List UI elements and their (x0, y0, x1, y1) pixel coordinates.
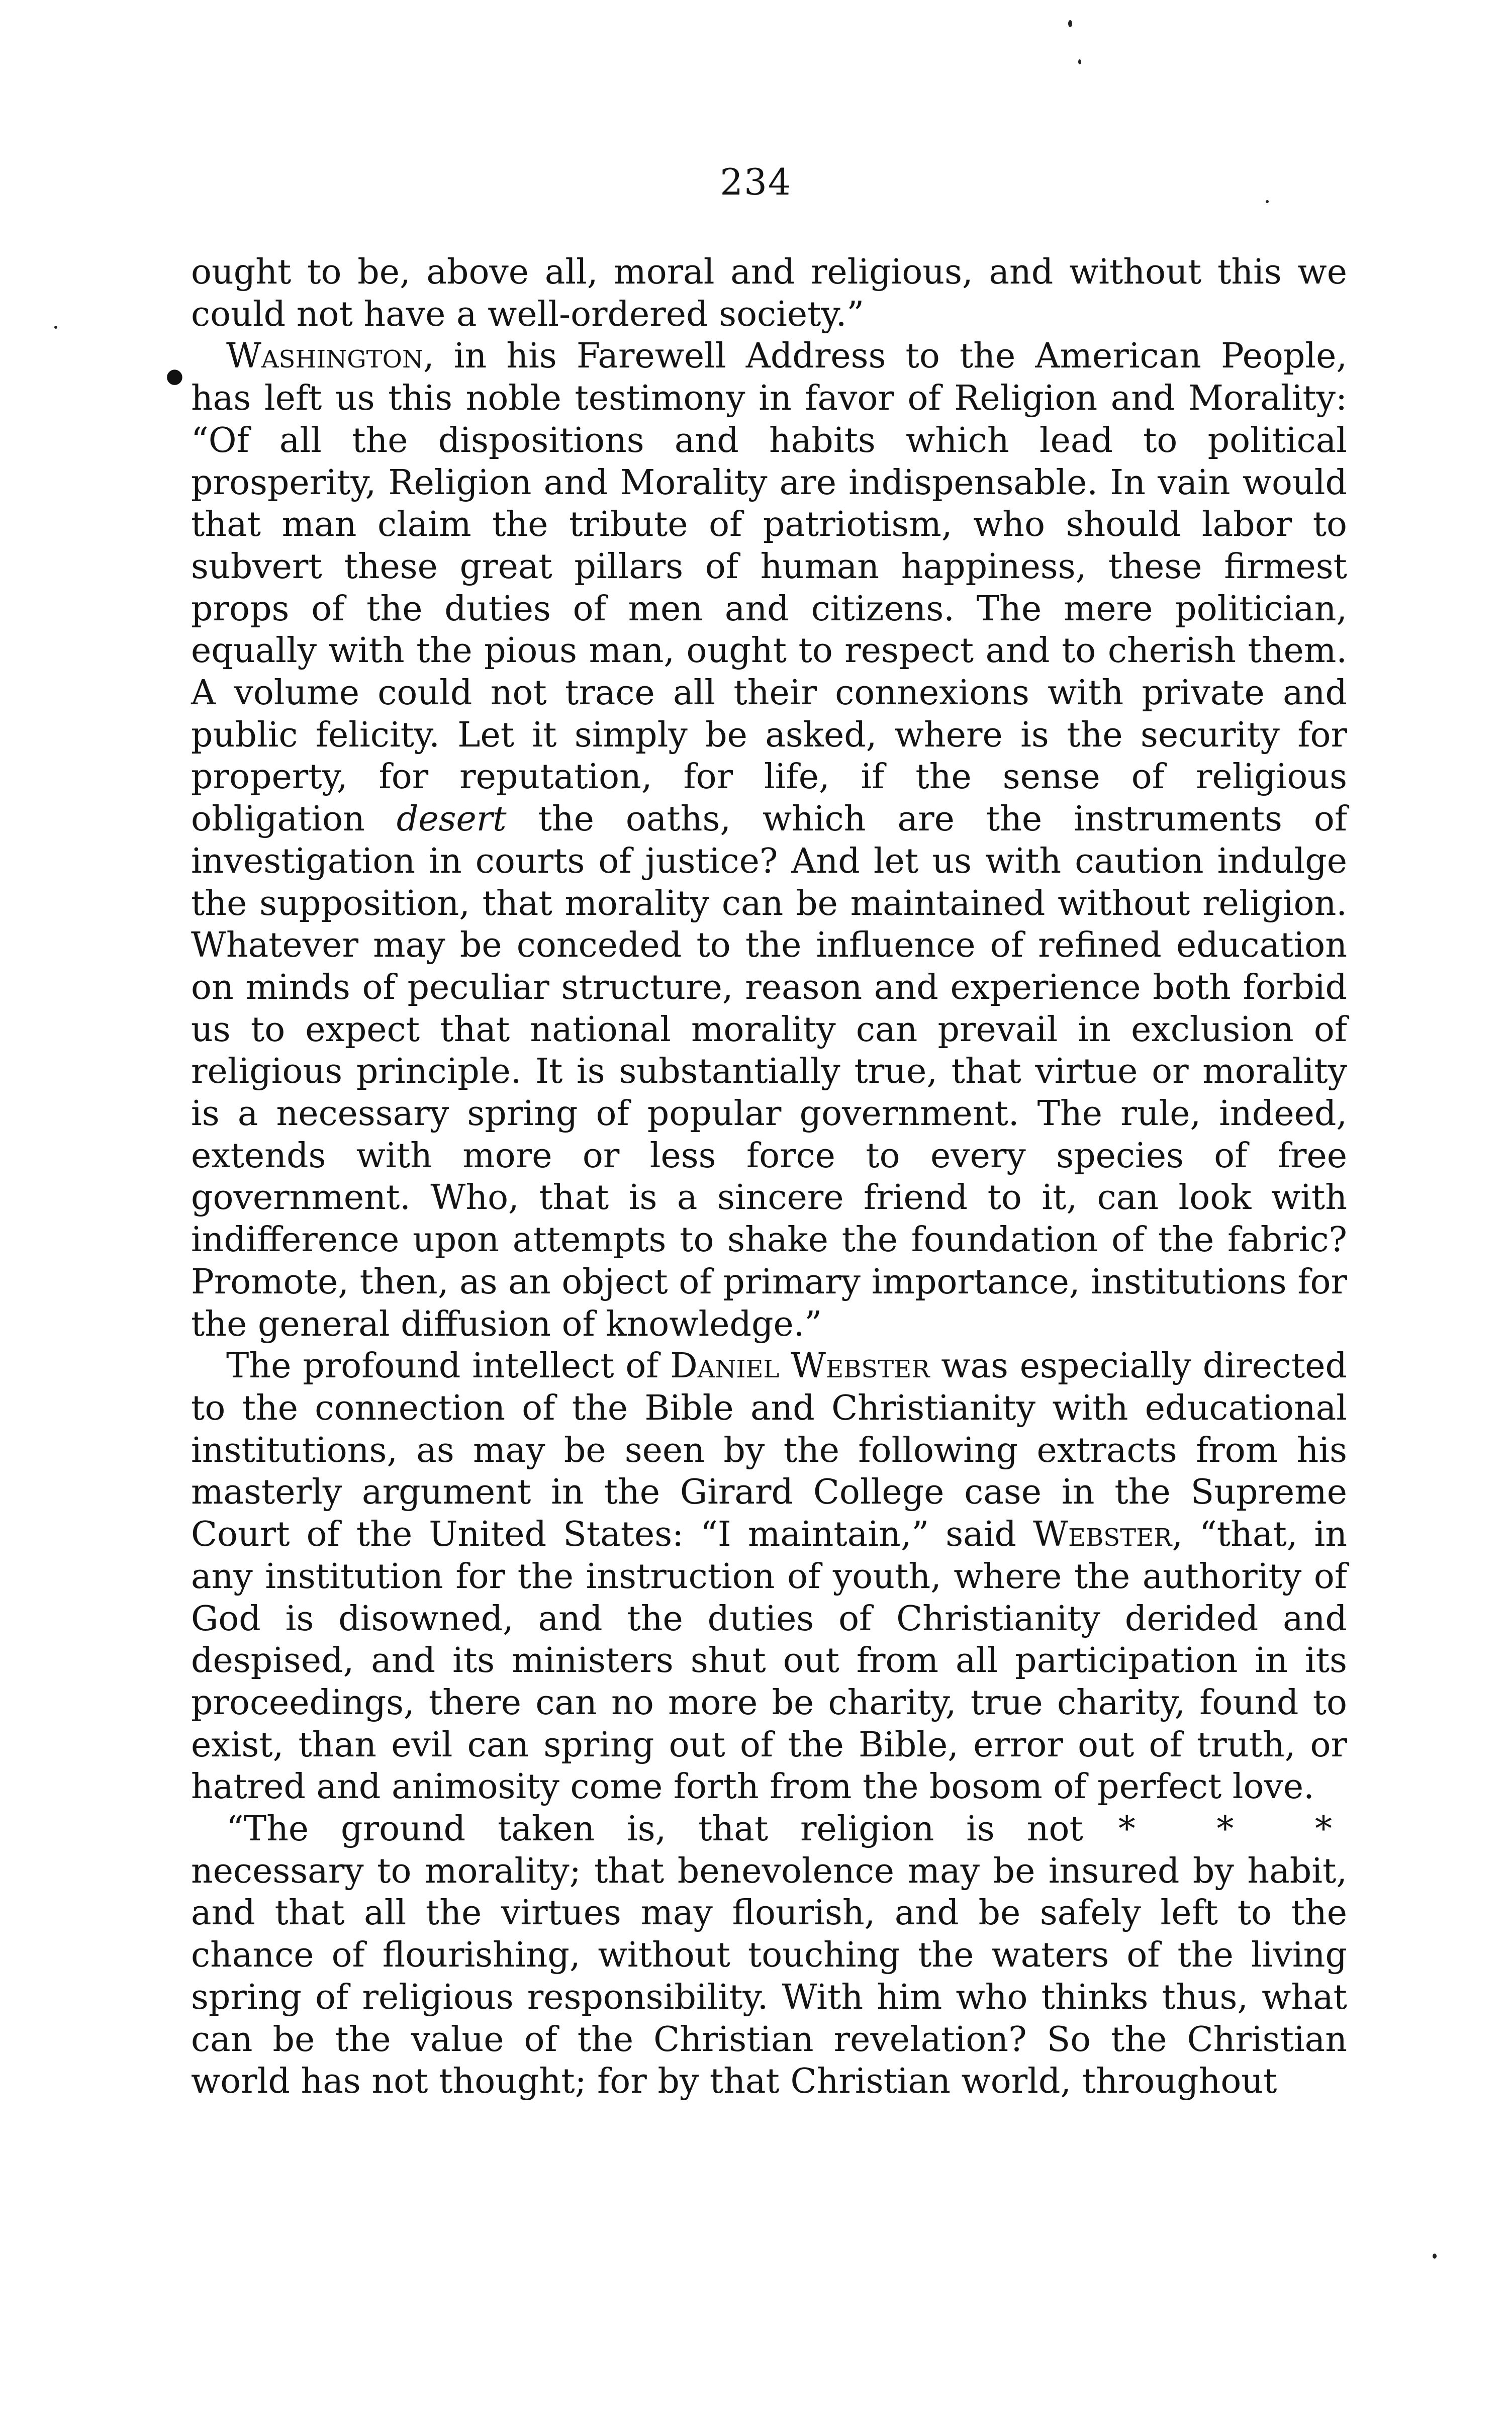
paragraph-4 (191, 1808, 1347, 2103)
paragraph-3-text-c: , “that, in any institution for the instruction of youth, where the authority of God is disowned, and the duties of Christianity derided and despised, and its ministers shut out from all participation in its proceedings, there can no more be charity, true charity, found to exist, than evil can spring out of the Bible, error out of truth, or hatred and animosity come forth from the bosom of perfect love. (191, 1515, 1347, 1807)
paragraph-2-text-b: the oaths, which are the instruments of investigation in courts of justice? And let us with caution indulge the supposition, that morality can be maintained without religion. Whatever may be conceded to the influence of refined education on minds of peculiar structure, reason and experience both forbid us to expect that national morality can prevail in exclusion of religious principle. It is substantially true, that virtue or morality is a necessary spring of popular government. The rule, indeed, extends with more or less force to every species of free government. Who, that is a sincere friend to it, can look with indifference upon attempts to shake the foundation of the fabric? Promote, then, as an object of primary importance, institutions for the general diffusion of knowledge.” (191, 799, 1347, 1344)
italic-word: desert (396, 799, 507, 839)
body-text (191, 251, 1347, 2103)
paragraph-bullet-mark: ● (166, 364, 183, 388)
paragraph-2 (191, 335, 1347, 1345)
scan-speck (1433, 2254, 1437, 2259)
name-webster: Webster (1033, 1515, 1172, 1555)
paragraph-3 (191, 1345, 1347, 1849)
paragraph-3-text-a: The profound intellect of (226, 1346, 671, 1386)
section-break-stars: * * * (1118, 1809, 1332, 1849)
scan-speck (1078, 59, 1081, 64)
scan-speck (1068, 20, 1072, 27)
scan-speck (1266, 200, 1269, 203)
name-washington: Washington (226, 336, 423, 377)
name-daniel-webster: Daniel Webster (670, 1346, 930, 1386)
paragraph-1-text: ought to be, above all, moral and religious, and without this we could not have a well-ordered society.” (191, 252, 1347, 334)
paragraph-3-text-b: was especially directed to the connection of the Bible and Christianity with educational institutions, as may be seen by the following extracts from his masterly argument in the Girard College case in the Supreme Court of the United States: “I maintain,” said (191, 1346, 1347, 1555)
paragraph-1 (191, 251, 1347, 335)
scan-speck (54, 326, 57, 329)
paragraph-2-text-a: , in his Farewell Address to the American People, has left us this noble testimony in favor of Religion and Morality: “Of all the dispositions and habits which lead to political prosperity, Religion and Morality are indispensable. In vain would that man claim the tribute of patriotism, who should labor to subvert these great pillars of human happiness, these firmest props of the duties of men and citizens. The mere politician, equally with the pious man, ought to respect and to cherish them. A volume could not trace all their connexions with private and public felicity. Let it simply be asked, where is the security for property, for reputation, for life, if the sense of religious obligation (191, 336, 1347, 839)
page-number: 234 (720, 161, 792, 203)
paragraph-4-text: “The ground taken is, that religion is not necessary to morality; that benevolence may be insured by habit, and that all the virtues may flourish, and be safely left to the chance of flourishing, without touching the waters of the living spring of religious responsibility. With him who thinks thus, what can be the value of the Christian revelation? So the Christian world has not thought; for by that Christian world, throughout (191, 1809, 1347, 2102)
